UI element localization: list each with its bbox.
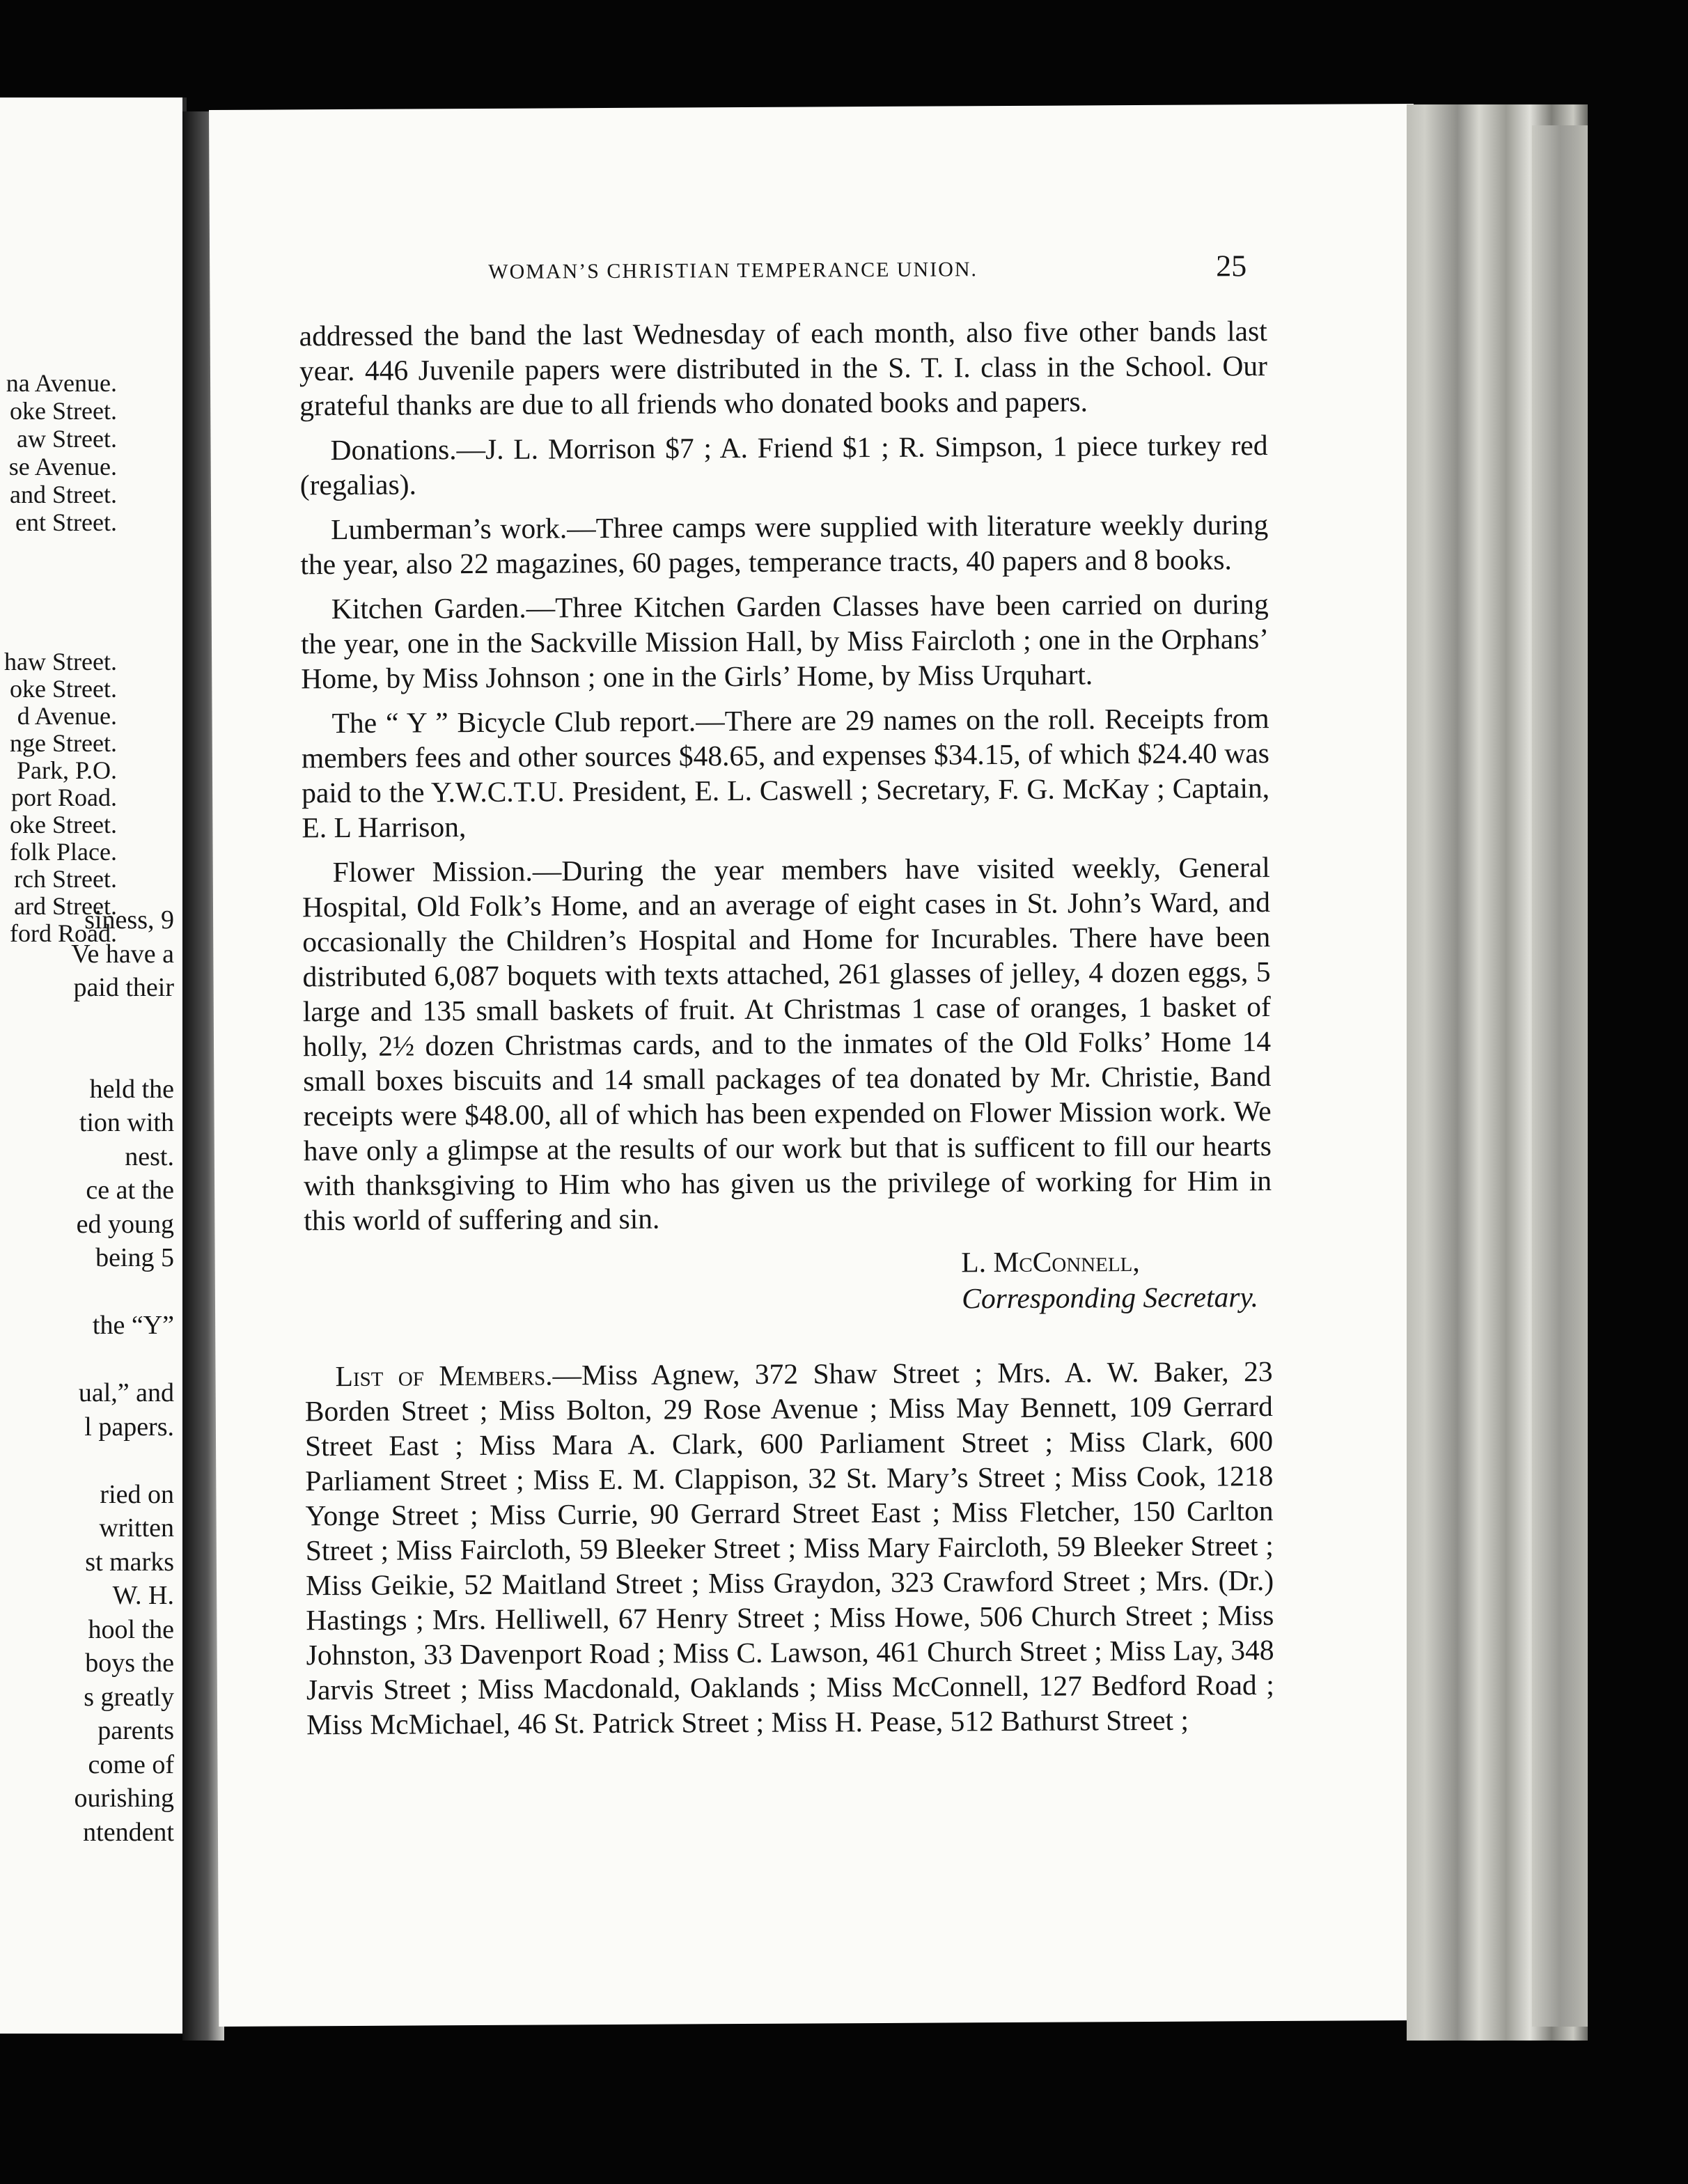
signature-name: L. McConnell,	[961, 1245, 1140, 1279]
facing-page-line: Ve have a	[71, 939, 174, 969]
page-edges-inner	[1532, 125, 1588, 2027]
paragraph: The “ Y ” Bicycle Club report.—There are 29 names on the roll. Receipts from members fees and other sources $48.65, and expenses $34.15, of which $24.40 was paid to the Y.W.C.T.U. President, E. L. Caswell ; Secretary, F. G. McKay ; Captain, E. L Harrison,	[301, 702, 1270, 844]
paragraph: Flower Mission.—During the year members have visited weekly, General Hospital, Old Folk’s Home, and an average of eight cases in St. John’s Ward, and occasionally the Children’s Hospital and Home for Incurables. There have been distributed 6,087 boquets with texts attached, 261 glasses of jelley, 4 dozen eggs, 5 large and 135 small baskets of fruit. At Christmas 1 case of oranges, 1 basket of holly, 2½ dozen Christmas cards, and to the inmates of the Old Folks’ Home 14 small boxes biscuits and 14 small packages of tea donated by Mr. Christie, Band receipts were $48.00, all of which has been expended on Flower Mission work. We have only a glimpse at the results of our work but that is sufficent to fill our hearts with thanksgiving to Him who has given us the privilege of working for Him in this world of suffering and sin.	[302, 851, 1272, 1237]
facing-page-line: st marks	[85, 1547, 174, 1577]
signature-block	[304, 1242, 1273, 1320]
facing-page-line: d Avenue.	[17, 702, 117, 730]
facing-page-line: come of	[88, 1749, 174, 1779]
facing-page-line: nge Street.	[10, 729, 117, 757]
paragraph: Donations.—J. L. Morrison $7 ; A. Friend $1 ; R. Simpson, 1 piece turkey red (regalias).	[299, 429, 1268, 501]
running-head: WOMAN’S CHRISTIAN TEMPERANCE UNION.	[488, 258, 978, 283]
facing-page-line: oke Street.	[10, 675, 117, 703]
facing-page-line: rch Street.	[14, 865, 117, 893]
facing-page-line: ce at the	[86, 1176, 174, 1205]
facing-page-line: W. H.	[112, 1581, 174, 1610]
book-page	[209, 104, 1423, 2027]
paragraph: Kitchen Garden.—Three Kitchen Garden Classes have been carried on during the year, one in the Sackville Mission Hall, by Miss Faircloth ; one in the Orphans’ Home, by Miss Johnson ; one in the Girls’ Home, by Miss Urquhart.	[300, 588, 1269, 695]
paragraph: addressed the band the last Wednesday of each month, also five other bands last year. 446 Juvenile papers were distributed in the S. T. I. class in the School. Our grateful thanks are due to all friends who donated books and papers.	[299, 315, 1268, 422]
facing-page-line: haw Street.	[4, 648, 117, 676]
facing-page-line: paid their	[73, 973, 174, 1002]
facing-page-line: siness, 9	[84, 905, 174, 935]
facing-page-line: folk Place.	[10, 838, 117, 866]
facing-page-line: held the	[89, 1074, 174, 1104]
facing-page-line: oke Street.	[10, 811, 117, 838]
facing-page-line: ntendent	[83, 1817, 174, 1847]
facing-page-line: being 5	[95, 1243, 174, 1272]
facing-page-line: Park, P.O.	[16, 756, 117, 784]
facing-page-line: oke Street.	[10, 397, 117, 425]
facing-page-line: na Avenue.	[6, 369, 117, 397]
facing-page-line: ard Street.	[14, 892, 117, 920]
members-text: —Miss Agnew, 372 Shaw Street ; Mrs. A. W. Baker, 23 Borden Street ; Miss Bolton, 29 Rose Avenue ; Miss May Bennett, 109 Gerrard Street East ; Miss Mara A. Clark, 600 Parliament Street ; Miss Clark, 600 Parliament Street ; Miss E. M. Clappison, 32 St. Mary’s Street ; Miss Cook, 1218 Yonge Street ; Miss Currie, 90 Gerrard Street East ; Miss Fletcher, 150 Carlton Street ; Miss Faircloth, 59 Bleeker Street ; Miss Mary Faircloth, 59 Bleeker Street ; Miss Geikie, 52 Maitland Street ; Miss Graydon, 323 Crawford Street ; Mrs. (Dr.) Hastings ; Mrs. Helliwell, 67 Henry Street ; Miss Howe, 506 Church Street ; Miss Johnston, 33 Davenport Road ; Miss C. Lawson, 461 Church Street ; Miss Lay, 348 Jarvis Street ; Miss Macdonald, Oaklands ; Miss McConnell, 127 Bedford Road ; Miss McMichael, 46 St. Patrick Street ; Miss H. Pease, 512 Bathurst Street ;	[304, 1355, 1274, 1741]
facing-page-line: ual,” and	[78, 1378, 174, 1407]
facing-page-line: nest.	[125, 1141, 174, 1171]
facing-page-line: written	[99, 1513, 174, 1543]
paragraph: Lumberman’s work.—Three camps were supplied with literature weekly during the year, also 22 magazines, 60 pages, temperance tracts, 40 papers and 8 books.	[300, 508, 1269, 581]
signature-role: Corresponding Secretary.	[962, 1281, 1259, 1315]
facing-page-line: and Street.	[10, 481, 117, 508]
members-list	[304, 1354, 1274, 1742]
facing-page-line: boys the	[85, 1648, 174, 1678]
facing-page-line: s greatly	[84, 1682, 174, 1712]
facing-page-line: hool the	[88, 1614, 174, 1644]
facing-page-line: ried on	[100, 1479, 174, 1509]
facing-page-line: parents	[97, 1716, 174, 1745]
facing-page-line: aw Street.	[17, 425, 117, 453]
facing-page-line: tion with	[79, 1108, 174, 1137]
members-heading: List of Members.	[335, 1359, 553, 1393]
facing-page-line: port Road.	[11, 783, 117, 811]
facing-page-line: ed young	[76, 1209, 174, 1239]
facing-page-line: ourishing	[74, 1784, 174, 1813]
facing-page-line: the “Y”	[92, 1311, 174, 1340]
facing-page-line: ford Road.	[10, 919, 117, 947]
page-body	[299, 313, 1275, 1752]
facing-page-line: ent Street.	[15, 508, 117, 536]
facing-page-line: se Avenue.	[8, 453, 117, 481]
facing-page-line: l papers.	[84, 1412, 174, 1442]
page-number: 25	[1216, 249, 1247, 283]
facing-page-left	[0, 98, 187, 2034]
